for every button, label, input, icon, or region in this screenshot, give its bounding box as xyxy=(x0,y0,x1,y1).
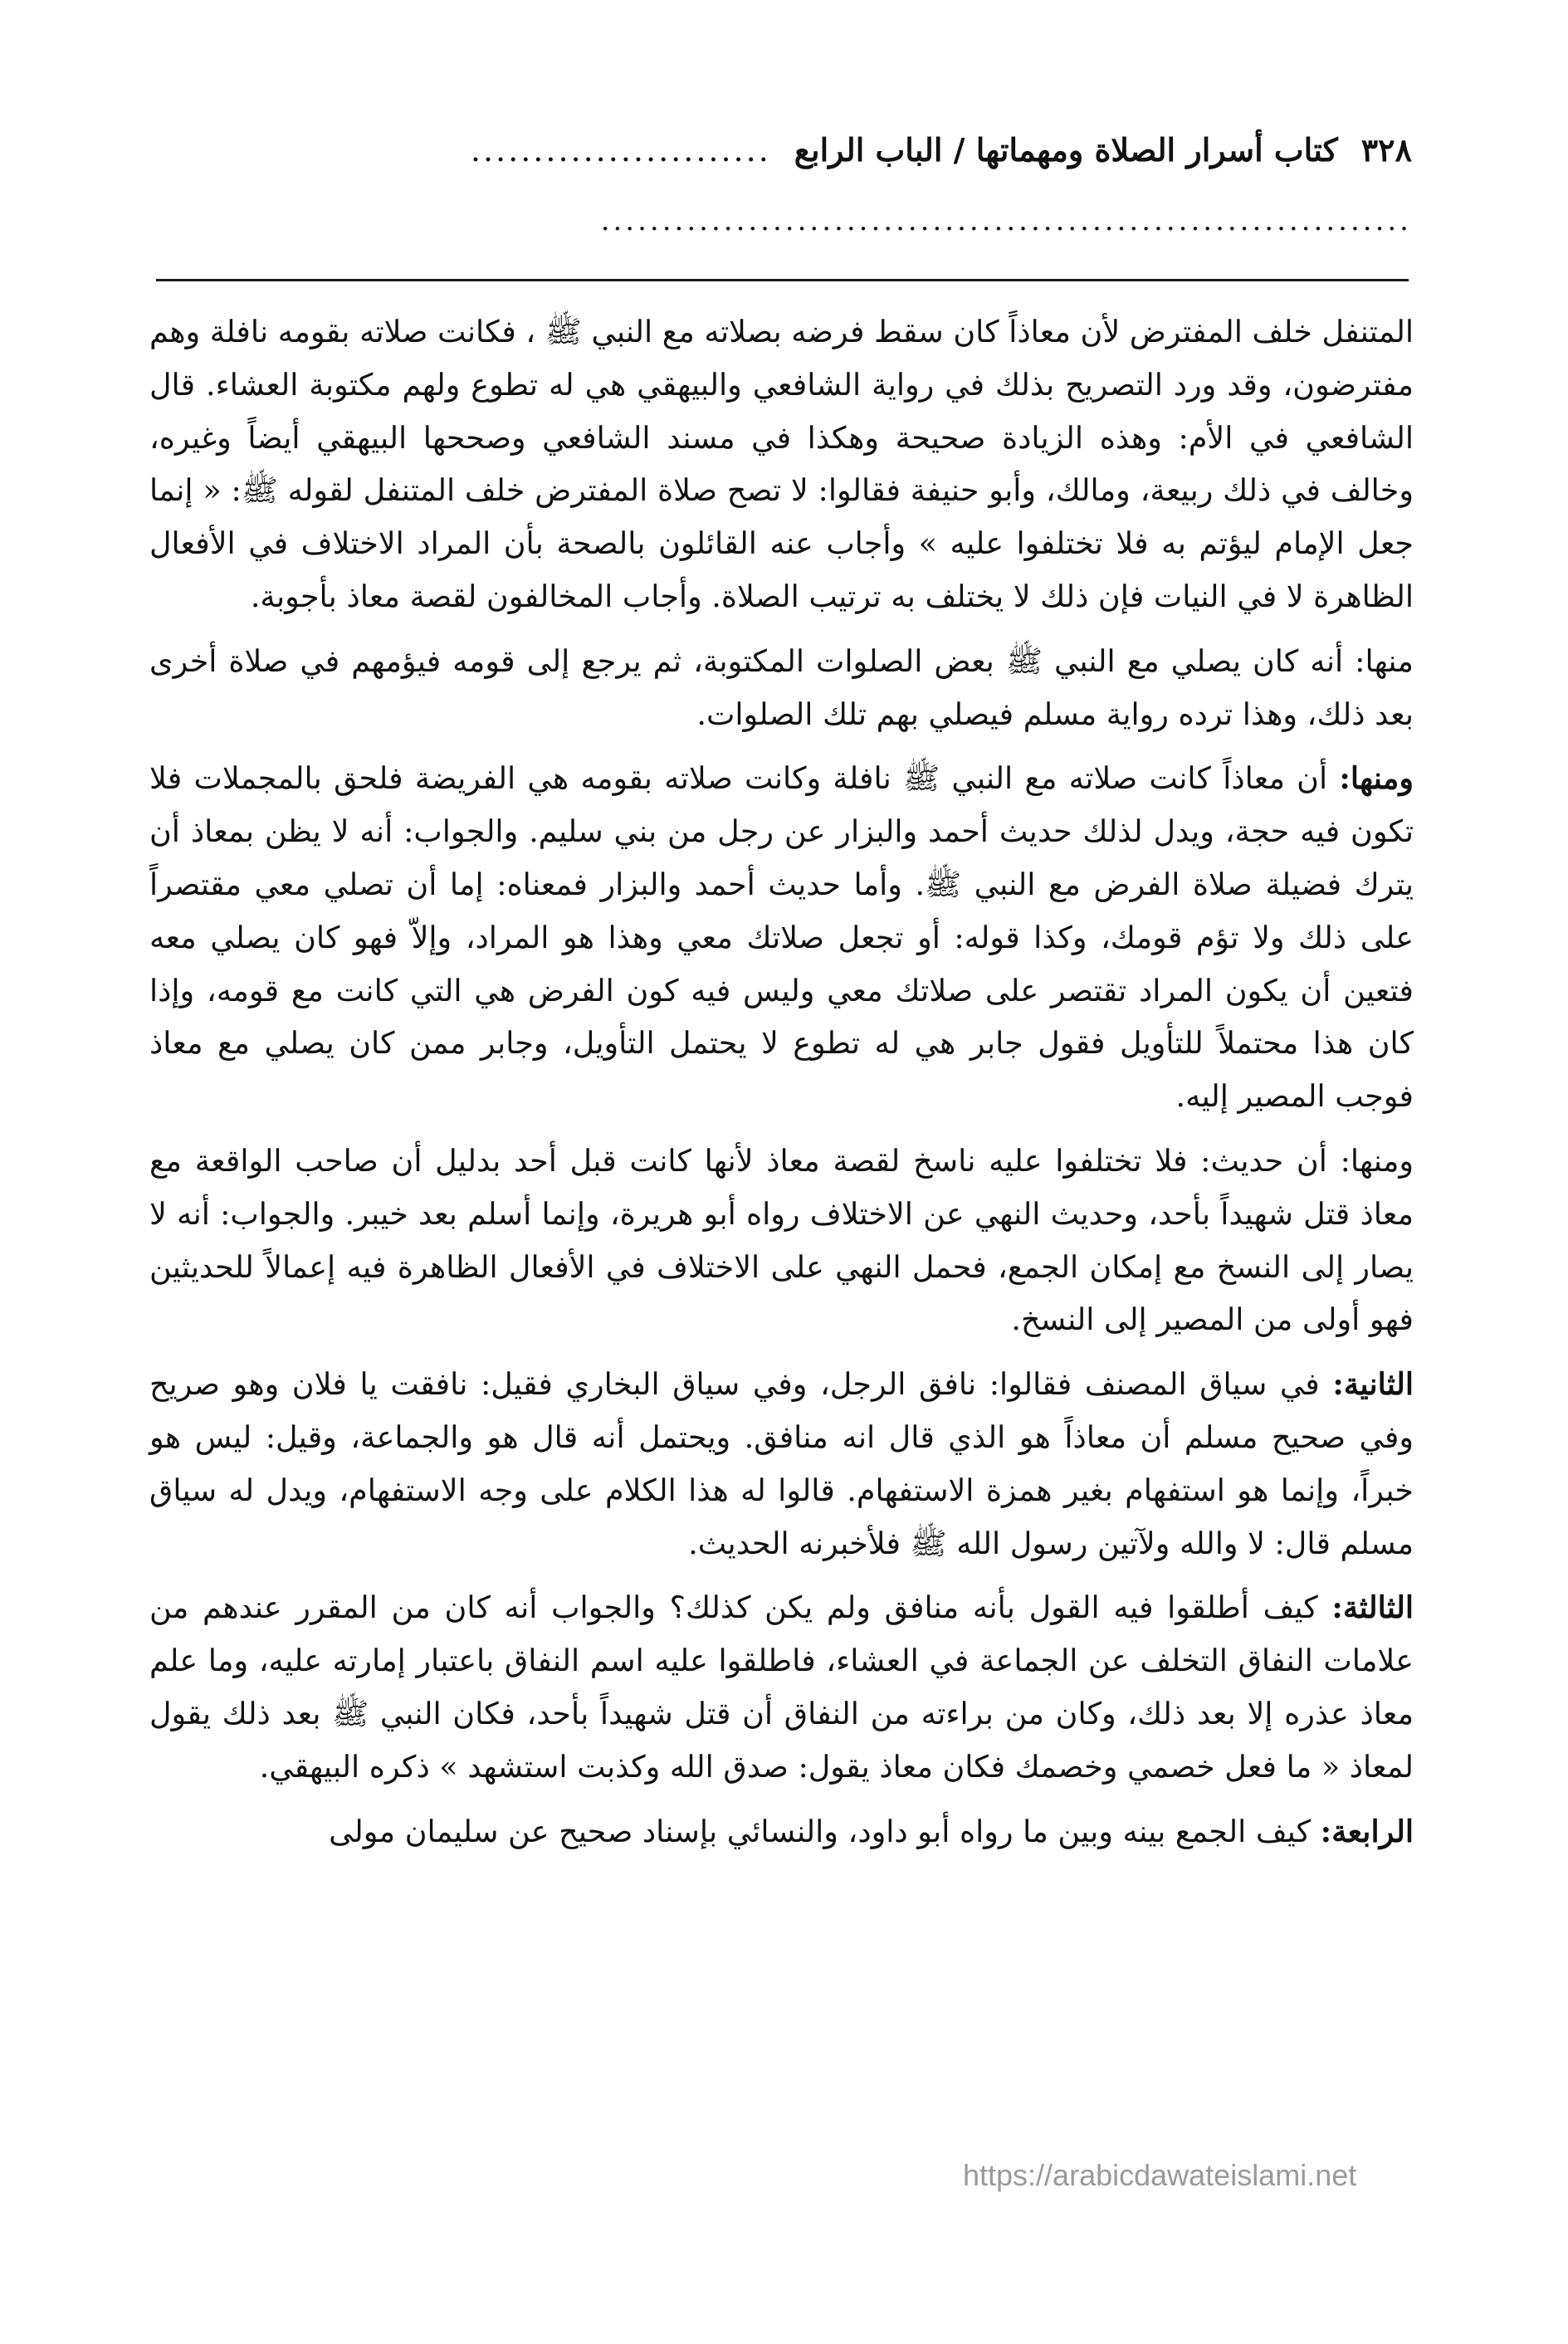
body-text xyxy=(149,305,1414,1869)
paragraph-text: ومنها: أن حديث: فلا تختلفوا عليه ناسخ لقصة معاذ لأنها كانت قبل أحد بدليل أن صاحب الواقعة مع معاذ قتل شهيداً بأحد، وحديث النهي عن الاختلاف رواه أبو هريرة، وإنما أسلم بعد خيبر. والجواب: أنه لا يصار إلى النسخ مع إمكان الجمع، فحمل النهي على الاختلاف في الأفعال الظاهرة فيه إعمالاً للحديثين فهو أولى من المصير إلى النسخ. xyxy=(149,1142,1414,1338)
paragraph-text: المتنفل خلف المفترض لأن معاذاً كان سقط فرضه بصلاته مع النبي ﷺ ، فكانت صلاته بقومه نافلة وهم مفترضون، وقد ورد التصريح بذلك في رواية الشافعي والبيهقي هي له تطوع ولهم مكتوبة العشاء. قال الشافعي في الأم: وهذه الزيادة صحيحة وهكذا في مسند الشافعي وصححها البيهقي أيضاً وغيره، وخالف في ذلك ربيعة، ومالك، وأبو حنيفة فقالوا: لا تصح صلاة المفترض خلف المتنفل لقوله ﷺ: « إنما جعل الإمام ليؤتم به فلا تختلفوا عليه » وأجاب عنه القائلون بالصحة بأن المراد الاختلاف في الأفعال الظاهرة لا في النيات فإن ذلك لا يختلف به ترتيب الصلاة. وأجاب المخالفون لقصة معاذ بأجوبة. xyxy=(149,314,1414,614)
paragraph xyxy=(149,1358,1414,1570)
page-number: ٣٢٨ xyxy=(1360,131,1412,168)
paragraph-text: أن معاذاً كانت صلاته مع النبي ﷺ نافلة وكانت صلاته بقومه هي الفريضة فلحق بالمجملات فلا تكون فيه حجة، ويدل لذلك حديث أحمد والبزار عن رجل من بني سليم. والجواب: أنه لا يظن بمعاذ أن يترك فضيلة صلاة الفرض مع النبي ﷺ. وأما حديث أحمد والبزار فمعناه: إما أن تصلي معي مقتصراً على ذلك ولا تؤم قومك، وكذا قوله: أو تجعل صلاتك معي وهذا هو المراد، وإلاّ فهو كان يصلي معه فتعين أن يكون المراد تقتصر على صلاتك معي وليس فيه كون الفرض هي التي كانت مع قومه، وإذا كان هذا محتملاً للتأويل فقول جابر هي له تطوع لا يحتمل التأويل، وجابر ممن كان يصلي مع معاذ فوجب المصير إليه. xyxy=(149,760,1414,1115)
paragraph xyxy=(149,305,1414,623)
paragraph-text: منها: أنه كان يصلي مع النبي ﷺ بعض الصلوات المكتوبة، ثم يرجع إلى قومه فيؤمهم في صلاة أخرى بعد ذلك، وهذا ترده رواية مسلم فيصلي بهم تلك الصلوات. xyxy=(149,642,1414,732)
paragraph xyxy=(149,635,1414,741)
paragraph-label: ومنها: xyxy=(1339,760,1414,797)
paragraph-text: كيف أطلقوا فيه القول بأنه منافق ولم يكن كذلك؟ والجواب أنه كان من المقرر عندهم من علامات النفاق التخلف عن الجماعة في العشاء، فاطلقوا عليه اسم النفاق باعتبار إمارته عليه، وما علم معاذ عذره إلا بعد ذلك، وكان من براءته من النفاق أن قتل شهيداً بأحد، فكان النبي ﷺ بعد ذلك يقول لمعاذ « ما فعل خصمي وخصمك فكان معاذ يقول: صدق الله وكذبت استشهد » ذكره البيهقي. xyxy=(149,1590,1414,1785)
paragraph-text: في سياق المصنف فقالوا: نافق الرجل، وفي سياق البخاري فقيل: نافقت يا فلان وهو صريح وفي صحيح مسلم أن معاذاً هو الذي قال انه منافق. ويحتمل أنه قال هو والجماعة، وقيل: ليس هو خبراً، وإنما هو استفهام بغير همزة الاستفهام. قالوا له هذا الكلام على وجه الاستفهام، ويدل له سياق مسلم قال: لا والله ولآتين رسول الله ﷺ فلأخبرنه الحديث. xyxy=(149,1366,1414,1561)
paragraph xyxy=(149,752,1414,1123)
paragraph-label: الثانية: xyxy=(1332,1366,1414,1403)
page-header xyxy=(156,131,1412,170)
header-dotted-line: .................................................................. xyxy=(600,204,1412,237)
paragraph xyxy=(149,1135,1414,1346)
paragraph-label: الثالثة: xyxy=(1331,1590,1414,1626)
paragraph-label: الرابعة: xyxy=(1320,1813,1414,1849)
source-watermark: https://arabicdawateislami.net xyxy=(963,2158,1357,2192)
paragraph xyxy=(149,1805,1414,1858)
header-leader-dots: ........................ xyxy=(470,132,771,168)
paragraph xyxy=(149,1581,1414,1793)
paragraph-text: كيف الجمع بينه وبين ما رواه أبو داود، والنسائي بإسناد صحيح عن سليمان مولى xyxy=(329,1813,1312,1849)
header-rule xyxy=(156,279,1409,281)
running-title: كتاب أسرار الصلاة ومهماتها / الباب الرابع xyxy=(794,131,1338,168)
